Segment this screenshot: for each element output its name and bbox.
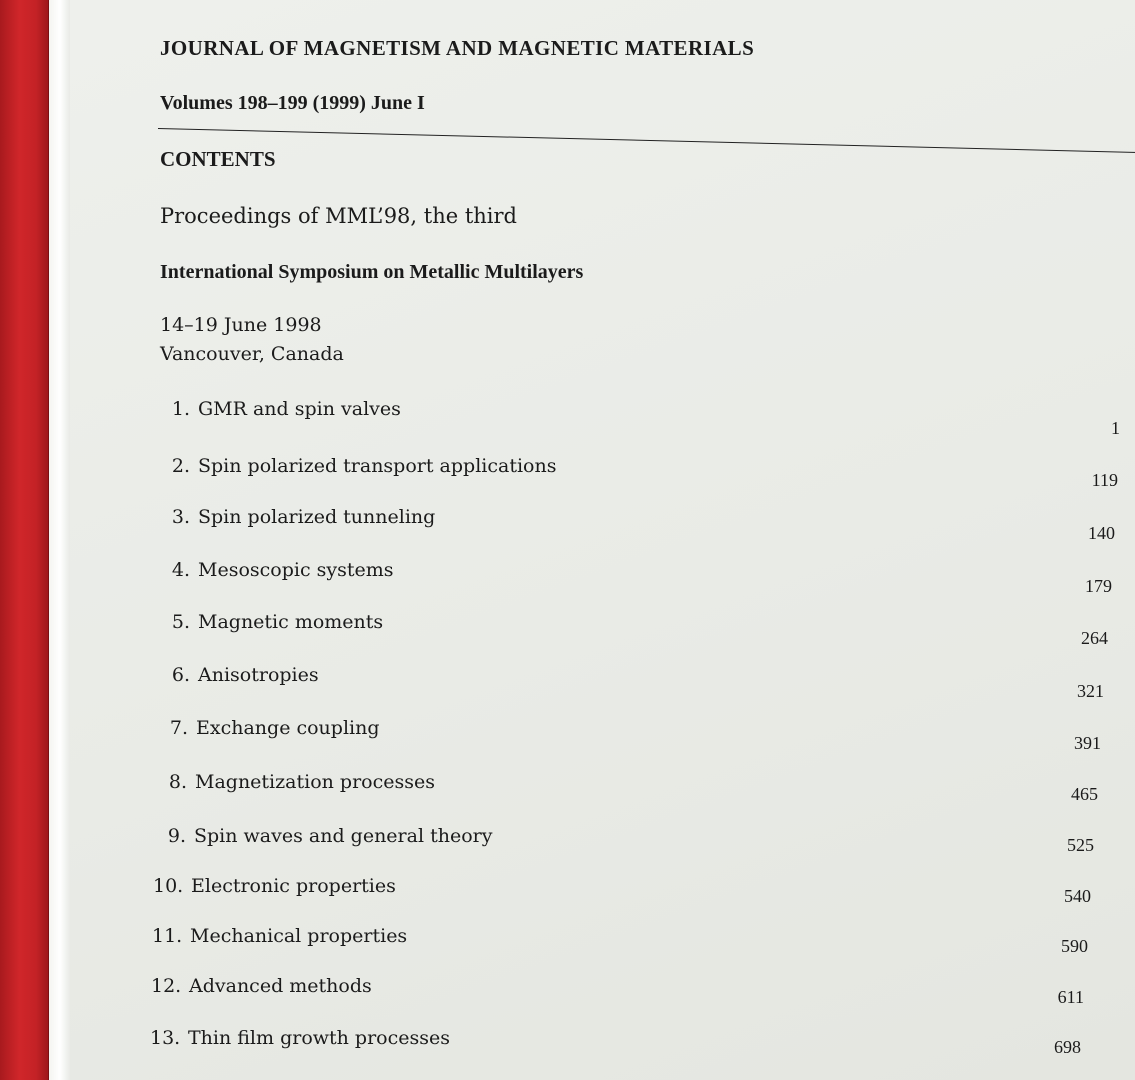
- toc-entry-title: [157, 771, 435, 793]
- toc-entry-label: Magnetization processes: [195, 771, 435, 793]
- toc-entry-number: 12.: [151, 975, 182, 997]
- toc-entry-title: [156, 825, 492, 847]
- toc-entry-page: 391: [1074, 733, 1101, 753]
- toc-entry-title: [160, 506, 435, 528]
- book-spine: [0, 0, 48, 1080]
- toc-entry-page: 590: [1061, 936, 1088, 956]
- toc-entry-page: 611: [1057, 987, 1084, 1007]
- proceedings-line: Proceedings of MML’98, the third: [160, 204, 517, 228]
- toc-entry-number: 13.: [150, 1027, 181, 1049]
- toc-entry-title: [160, 559, 394, 581]
- toc-entry-number: 9.: [167, 825, 186, 847]
- toc-entry-page: 119: [1091, 470, 1118, 490]
- toc-entry-number: 4.: [171, 559, 190, 581]
- journal-title: JOURNAL OF MAGNETISM AND MAGNETIC MATERIALS: [160, 36, 755, 60]
- toc-entry-number: 6.: [171, 664, 190, 686]
- toc-entry-label: Mesoscopic systems: [198, 559, 394, 581]
- toc-entry-title: [151, 975, 372, 997]
- toc-entry-title: [158, 717, 380, 739]
- toc-entry-title: [160, 398, 401, 420]
- toc-entry-title: [152, 925, 407, 947]
- toc-entry-number: 7.: [169, 717, 188, 739]
- toc-entry-label: Exchange coupling: [196, 717, 380, 739]
- symposium-title: International Symposium on Metallic Multilayers: [160, 261, 584, 283]
- toc-entry-page: 698: [1054, 1037, 1081, 1057]
- toc-entry-label: Mechanical properties: [190, 925, 408, 947]
- toc-entry-label: Spin polarized tunneling: [198, 506, 436, 528]
- toc-entry-page: 465: [1071, 784, 1098, 804]
- toc-entry-number: 2.: [171, 455, 190, 477]
- contents-heading: CONTENTS: [160, 147, 276, 171]
- toc-entry-title: [160, 455, 556, 477]
- toc-entry-page: 179: [1085, 576, 1112, 596]
- toc-entry-page: 540: [1064, 886, 1091, 906]
- toc-entry-page: 525: [1067, 835, 1094, 855]
- page-edge: [48, 0, 71, 1080]
- toc-entry-page: 140: [1088, 523, 1115, 543]
- toc-entry-label: Magnetic moments: [198, 611, 384, 633]
- toc-entry-page: 321: [1077, 681, 1104, 701]
- toc-entry-number: 10.: [153, 875, 184, 897]
- toc-entry-label: Spin waves and general theory: [194, 825, 493, 847]
- toc-entry-title: [153, 875, 396, 897]
- toc-entry-number: 8.: [168, 771, 187, 793]
- toc-entry-title: [160, 611, 383, 633]
- toc-entry-number: 5.: [171, 611, 190, 633]
- toc-entry-number: 11.: [152, 925, 183, 947]
- toc-entry-label: Electronic properties: [191, 875, 396, 897]
- toc-entry-label: Anisotropies: [198, 664, 319, 686]
- toc-entry-label: Advanced methods: [189, 975, 372, 997]
- toc-entry-page: 1: [1111, 418, 1120, 438]
- toc-entry-label: Spin polarized transport applications: [198, 455, 557, 477]
- toc-entry-title: [160, 664, 319, 686]
- toc-entry-label: GMR and spin valves: [198, 398, 401, 420]
- symposium-dates: 14–19 June 1998: [160, 314, 322, 336]
- toc-entry-page: 264: [1081, 628, 1108, 648]
- toc-entry-title: [150, 1027, 450, 1049]
- toc-entry-number: 3.: [171, 506, 190, 528]
- toc-entry-number: 1.: [171, 398, 190, 420]
- symposium-venue: Vancouver, Canada: [160, 343, 344, 365]
- volume-line: Volumes 198–199 (1999) June I: [160, 92, 425, 114]
- toc-entry-label: Thin film growth processes: [188, 1027, 450, 1049]
